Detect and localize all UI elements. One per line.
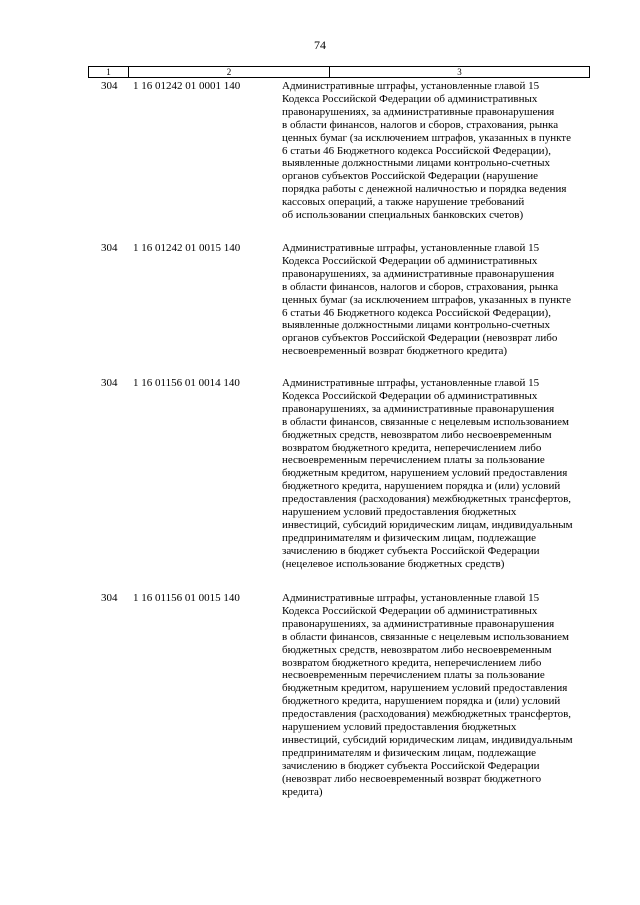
description-line: об использовании специальных банковских счетов) xyxy=(282,209,524,222)
description-line: несвоевременным перечислением платы за пользование xyxy=(282,669,545,682)
description-line: бюджетным кредитом, нарушением условий предоставления xyxy=(282,682,568,695)
description-line: правонарушениях, за административные правонарушения xyxy=(282,617,555,630)
description-line: органов субъектов Российской Федерации (невозврат либо xyxy=(282,332,558,345)
description-line: в области финансов, налогов и сборов, страхования, рынка xyxy=(282,280,559,293)
description-line: бюджетного кредита, нарушением порядка и (или) условий xyxy=(282,695,561,708)
header-col-2: 2 xyxy=(129,67,330,77)
description-line: предоставления (расходования) межбюджетных трансфертов, xyxy=(282,493,572,506)
description-line: нарушением условий предоставления бюджетных xyxy=(282,506,517,519)
description-line: ценных бумаг (за исключением штрафов, указанных в пункте xyxy=(282,293,571,306)
description-line: в области финансов, налогов и сборов, страхования, рынка xyxy=(282,118,559,131)
description-line: инвестиций, субсидий юридическим лицам, индивидуальным xyxy=(282,518,573,531)
description-line: органов субъектов Российской Федерации (нарушение xyxy=(282,170,538,183)
income-description xyxy=(282,80,592,222)
description-line: Административные штрафы, установленные главой 15 xyxy=(282,592,540,604)
description-line: кассовых операций, а также нарушение требований xyxy=(282,196,525,209)
admin-code: 304 xyxy=(101,592,118,604)
table-header xyxy=(88,66,590,78)
budget-classification-code: 1 16 01242 01 0015 140 xyxy=(133,242,241,254)
description-line: правонарушениях, за административные правонарушения xyxy=(282,105,555,118)
description-line: зачислению в бюджет субъекта Российской Федерации xyxy=(282,759,540,772)
admin-code: 304 xyxy=(101,242,118,254)
description-line: Кодекса Российской Федерации об административных xyxy=(282,92,538,105)
income-description xyxy=(282,377,592,571)
header-col-3: 3 xyxy=(457,67,462,77)
description-line: правонарушениях, за административные правонарушения xyxy=(282,402,555,415)
description-line: возвратом бюджетного кредита, неперечислением либо xyxy=(282,656,542,669)
admin-code: 304 xyxy=(101,377,118,389)
description-line: ценных бумаг (за исключением штрафов, указанных в пункте xyxy=(282,131,571,144)
description-line: 6 статьи 46 Бюджетного кодекса Российской Федерации), xyxy=(282,144,551,157)
header-col-1: 1 xyxy=(89,67,129,77)
description-line: (нецелевое использование бюджетных средств) xyxy=(282,557,505,570)
budget-classification-code: 1 16 01156 01 0015 140 xyxy=(133,592,240,604)
description-line: выявленные должностными лицами контрольно-счетных xyxy=(282,319,551,332)
description-line: бюджетных средств, невозвратом либо несвоевременным xyxy=(282,643,552,656)
description-line: кредита) xyxy=(282,785,323,798)
description-line: Административные штрафы, установленные главой 15 xyxy=(282,242,540,254)
description-line: несвоевременный возврат бюджетного кредита) xyxy=(282,345,508,358)
description-line: нарушением условий предоставления бюджетных xyxy=(282,721,517,734)
description-line: инвестиций, субсидий юридическим лицам, индивидуальным xyxy=(282,733,573,746)
description-line: бюджетного кредита, нарушением порядка и (или) условий xyxy=(282,480,561,493)
description-line: (невозврат либо несвоевременный возврат бюджетного xyxy=(282,772,542,785)
description-line: предпринимателям и физическим лицам, подлежащие xyxy=(282,746,536,759)
description-line: несвоевременным перечислением платы за пользование xyxy=(282,454,545,467)
budget-classification-code: 1 16 01156 01 0014 140 xyxy=(133,377,240,389)
description-line: Кодекса Российской Федерации об административных xyxy=(282,604,538,617)
income-description xyxy=(282,242,592,358)
description-line: бюджетным кредитом, нарушением условий предоставления xyxy=(282,467,568,480)
description-line: порядка работы с денежной наличностью и порядка ведения xyxy=(282,183,567,196)
budget-classification-code: 1 16 01242 01 0001 140 xyxy=(133,80,241,92)
description-line: предпринимателям и физическим лицам, подлежащие xyxy=(282,531,536,544)
description-line: зачислению в бюджет субъекта Российской Федерации xyxy=(282,544,540,557)
description-line: возвратом бюджетного кредита, неперечислением либо xyxy=(282,441,542,454)
description-line: бюджетных средств, невозвратом либо несвоевременным xyxy=(282,428,552,441)
description-line: Административные штрафы, установленные главой 15 xyxy=(282,80,540,92)
description-line: правонарушениях, за административные правонарушения xyxy=(282,267,555,280)
description-line: Административные штрафы, установленные главой 15 xyxy=(282,377,540,389)
description-line: в области финансов, связанные с нецелевым использованием xyxy=(282,630,569,643)
description-line: выявленные должностными лицами контрольно-счетных xyxy=(282,157,551,170)
page-number: 74 xyxy=(314,38,326,52)
description-line: 6 статьи 46 Бюджетного кодекса Российской Федерации), xyxy=(282,306,551,319)
description-line: Кодекса Российской Федерации об административных xyxy=(282,389,538,402)
description-line: в области финансов, связанные с нецелевым использованием xyxy=(282,415,569,428)
description-line: предоставления (расходования) межбюджетных трансфертов, xyxy=(282,708,572,721)
admin-code: 304 xyxy=(101,80,118,92)
description-line: Кодекса Российской Федерации об административных xyxy=(282,254,538,267)
income-description xyxy=(282,592,592,799)
